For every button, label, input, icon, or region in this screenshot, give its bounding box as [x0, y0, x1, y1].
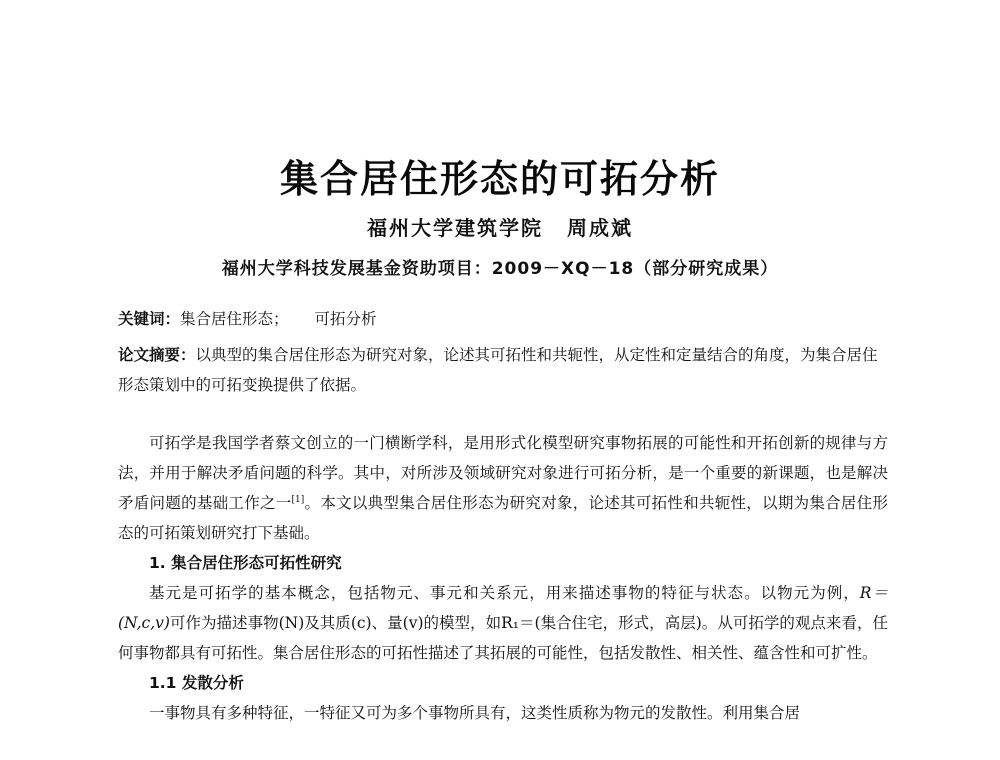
funding-note: 福州大学科技发展基金资助项目：2009－XQ－18（部分研究成果）	[221, 259, 779, 279]
section1-text: 基元是可拓学的基本概念，包括物元、事元和关系元，用来描述事物的特征与状态。以物元为例，	[149, 584, 860, 602]
section1-text-c: 。从可拓学的观点来看，任何事物都具有可拓性。集合居住形态的可拓性描述了其拓展的可能性，包括发散性、相关性、蕴含性和可扩性。	[118, 614, 888, 662]
abstract-text: 以典型的集合居住形态为研究对象，论述其可拓性和共轭性，从定性和定量结合的角度，为集合居住形态策划中的可拓变换提供了依据。	[118, 346, 878, 394]
intro-text: 可拓学是我国学者蔡文创立的一门横断学科，是用形式化模型研究事物拓展的可能性和开拓创新的规律与方法，并用于解决矛盾问题的科学。其中，对所涉及领域研究对象进行可拓分析，是一个重要的新课题，也是解决矛盾问题的基础工作之一	[118, 434, 888, 512]
abstract	[118, 340, 888, 400]
affiliation: 福州大学建筑学院	[367, 216, 543, 240]
intro-text-continued: 。本文以典型集合居住形态为研究对象，论述其可拓性和共轭性，以期为集合居住形态的可拓策划研究打下基础。	[118, 494, 888, 542]
body-text	[118, 428, 888, 728]
keyword: 可拓分析	[314, 310, 377, 328]
keywords-label: 关键词：	[118, 310, 181, 328]
citation-ref: [1]	[291, 494, 305, 505]
keyword: 集合居住形态；	[180, 310, 289, 328]
section11-paragraph: 一事物具有多种特征，一特征又可为多个事物所具有，这类性质称为物元的发散性。利用集合居	[149, 704, 801, 722]
author-name: 周成斌	[567, 216, 633, 240]
subsection-heading: 1.1 发散分析	[149, 674, 244, 692]
paper-title: 集合居住形态的可拓分析	[279, 157, 720, 201]
author-line	[0, 212, 1000, 241]
section1-paragraph	[118, 578, 888, 668]
formula: R＝(N,c,v)	[118, 584, 888, 632]
abstract-label: 论文摘要：	[118, 346, 196, 364]
section1-text-b: 可作为描述事物(N)及其质(c)、量(v)的模型，如	[169, 614, 502, 632]
section-heading: 1. 集合居住形态可拓性研究	[149, 554, 342, 572]
formula: R₁＝(集合住宅，形式，高层)	[501, 614, 702, 632]
keywords	[118, 304, 888, 334]
intro-paragraph	[118, 428, 888, 548]
